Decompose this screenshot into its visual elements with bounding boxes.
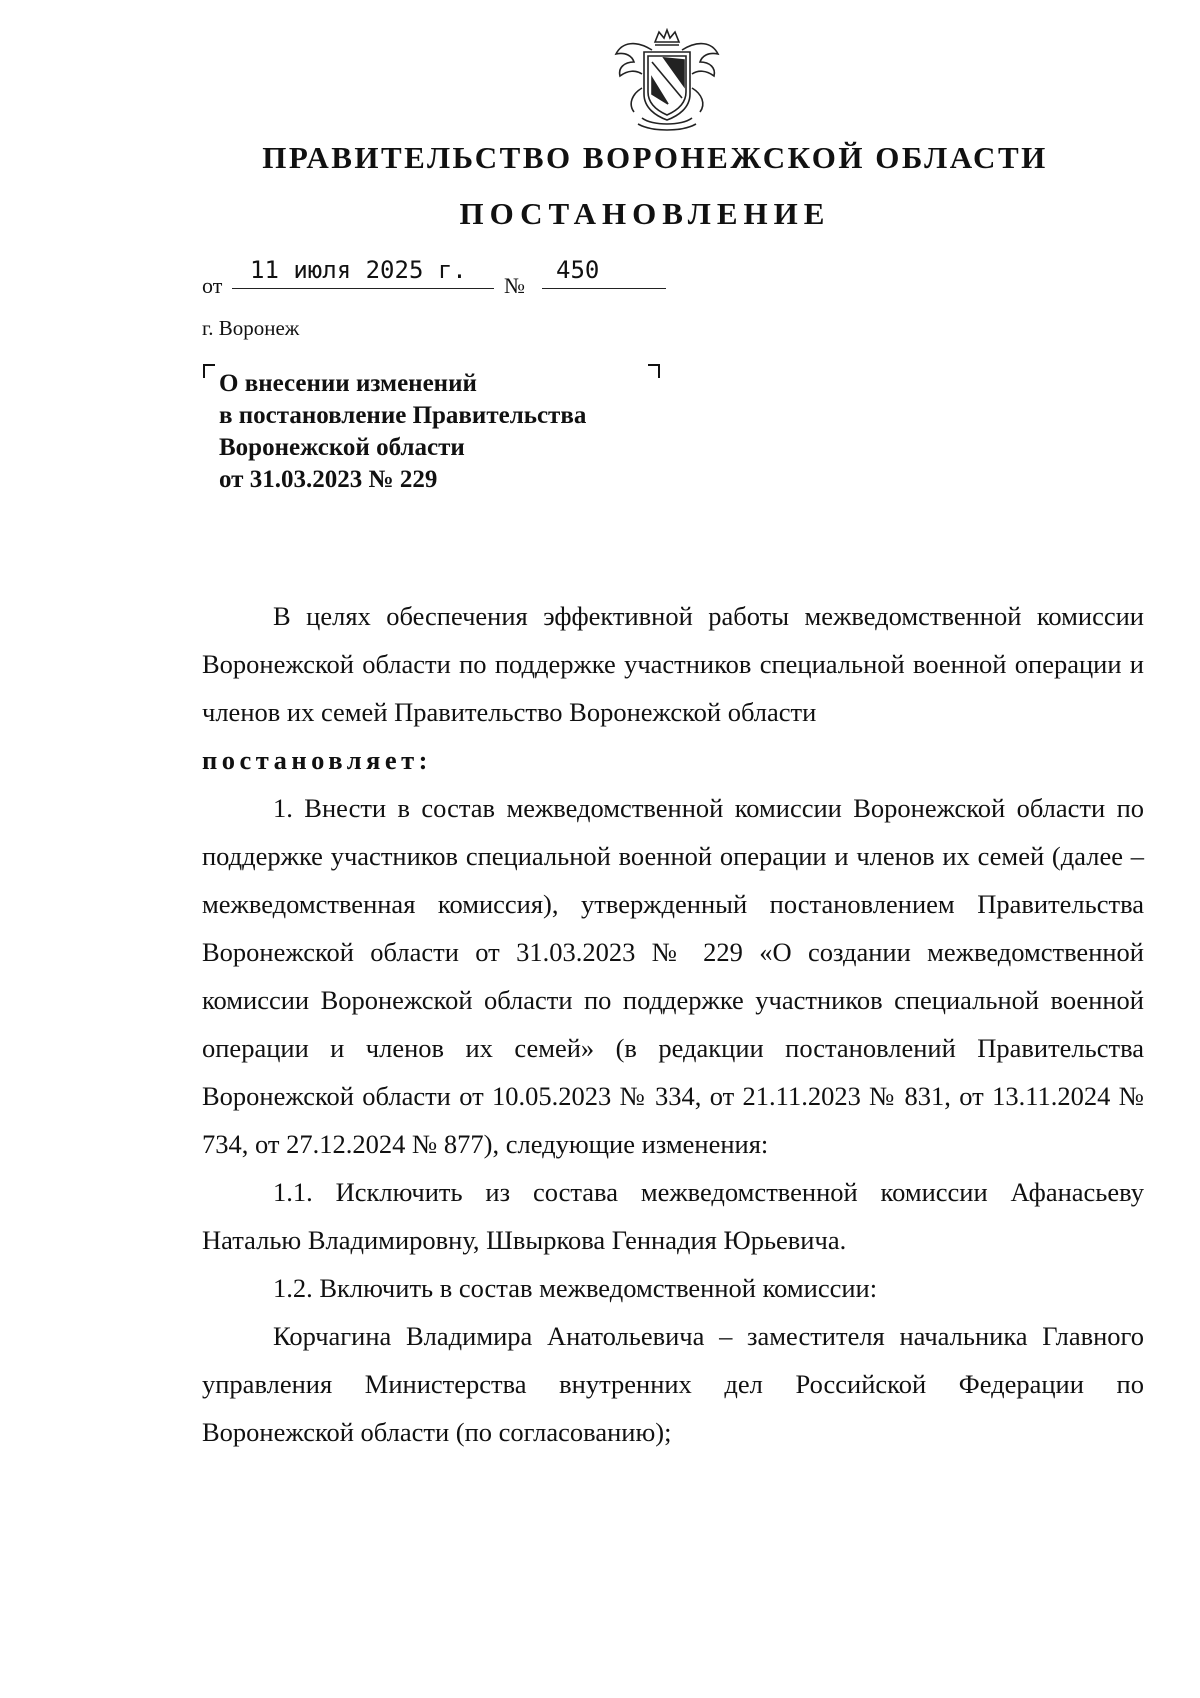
document-subject bbox=[219, 368, 586, 496]
subject-line: в постановление Правительства bbox=[219, 402, 587, 429]
decree-word: постановляет: bbox=[202, 745, 432, 775]
preamble-paragraph: В целях обеспечения эффективной работы межведомственной комиссии Воронежской области по поддержке участников специальной военной операции и членов их семей Правительство Воронежской области bbox=[202, 601, 1144, 727]
paragraph-1: 1. Внести в состав межведомственной комиссии Воронежской области по поддержке участников специальной военной операции и членов их семей (далее – межведомственная комиссия), утвержденный постановлением Правительства Воронежской области от 31.03.2023 № 229 «О создании межведомственной комиссии Воронежской области по поддержке участников специальной военной операции и членов их семей» (в редакции постановлений Правительства Воронежской области от 10.05.2023 № 334, от 21.11.2023 № 831, от 13.11.2024 № 734, от 27.12.2024 № 877), следующие изменения: bbox=[202, 793, 1144, 1159]
paragraph-1-2: 1.2. Включить в состав межведомственной комиссии: bbox=[273, 1273, 878, 1303]
from-label: от bbox=[202, 273, 223, 298]
member-paragraph: Корчагина Владимира Анатольевича – заместителя начальника Главного управления Министерства внутренних дел Российской Федерации по Воронежской области (по согласованию); bbox=[202, 1321, 1144, 1447]
subject-line: О внесении изменений bbox=[219, 370, 477, 397]
city: г. Воронеж bbox=[202, 316, 300, 340]
document-body bbox=[202, 592, 1144, 1456]
subject-line: Воронежской области bbox=[219, 434, 465, 461]
coat-of-arms-emblem bbox=[612, 28, 722, 134]
government-title: ПРАВИТЕЛЬСТВО ВОРОНЕЖСКОЙ ОБЛАСТИ bbox=[262, 140, 1048, 175]
subject-corner-mark-left bbox=[203, 364, 215, 378]
number-label: № bbox=[504, 273, 525, 298]
subject-line: от 31.03.2023 № 229 bbox=[219, 466, 438, 493]
paragraph-1-1: 1.1. Исключить из состава межведомственной комиссии Афанасьеву Наталью Владимировну, Швыркова Геннадия Юрьевича. bbox=[202, 1177, 1144, 1255]
subject-corner-mark-right bbox=[648, 364, 660, 378]
document-type: ПОСТАНОВЛЕНИЕ bbox=[459, 196, 831, 231]
document-number: 450 bbox=[542, 255, 666, 289]
document-date: 11 июля 2025 г. bbox=[232, 255, 494, 289]
